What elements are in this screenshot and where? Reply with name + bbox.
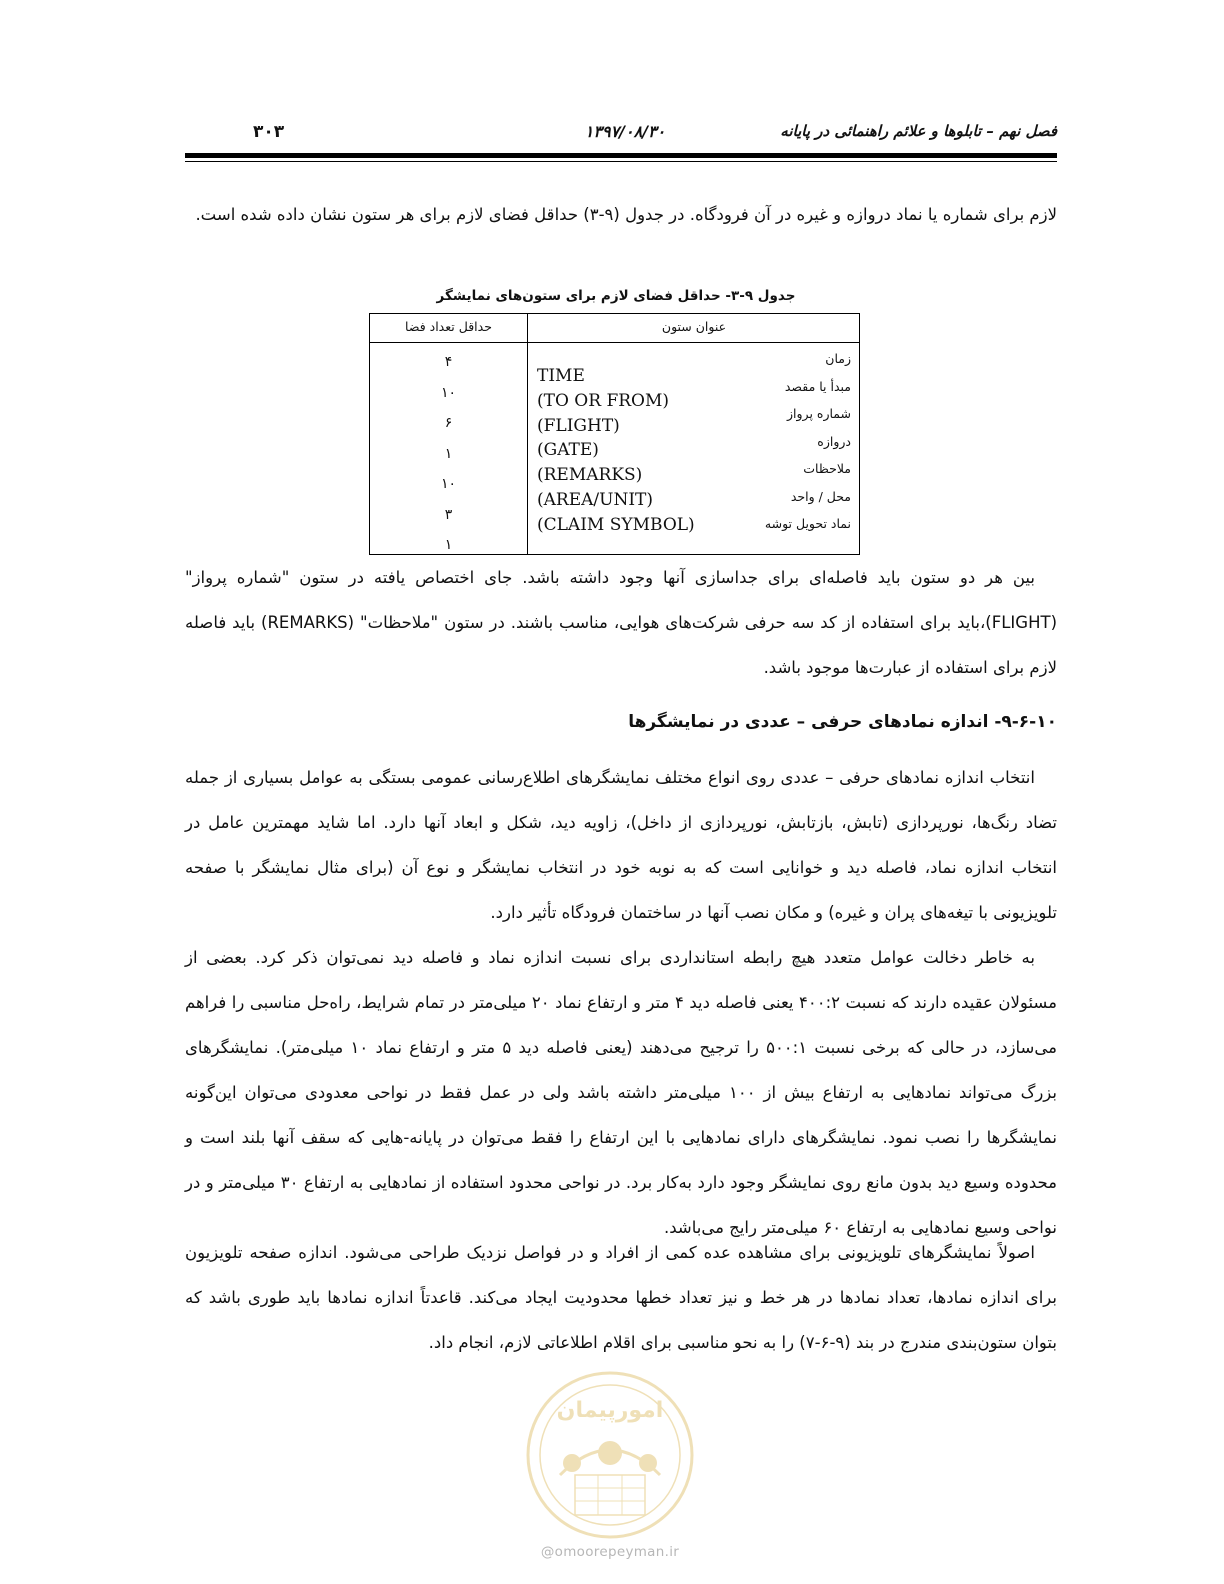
table-cell-title-fa: شماره پرواز	[787, 406, 851, 421]
table-cell-min-space: ۱	[444, 445, 453, 462]
table-cell-title-en: (REMARKS)	[537, 465, 643, 486]
body-paragraph-2: به خاطر دخالت عوامل متعدد هیچ رابطه استانداردی برای نسبت اندازه نماد و فاصله دید نمی‌توان ذکر کرد. بعضی از مسئولان عقیده دارند که نسبت ۴۰۰:۲ یعنی فاصله دید ۴ متر و ارتفاع نماد ۲۰ میلی‌متر در تمام شرایط، راه‌حل مناسبی را فراهم می‌سازد، در حالی که برخی نسبت ۵۰۰:۱ را ترجیح می‌دهند (یعنی فاصله دید ۵ متر و ارتفاع نماد ۱۰ میلی‌متر). نمایشگرهای بزرگ می‌تواند نمادهایی به ارتفاع بیش از ۱۰۰ میلی‌متر داشته باشد ولی در عمل فقط در نواحی معدودی می‌توان این‌گونه نمایشگرها را نصب نمود. نمایشگرهای دارای نمادهایی با این ارتفاع را فقط می‌توان در پایانه-هایی که سقف آنها بلند است و محدوده وسیع دید بدون مانع روی نمایشگر وجود دارد به‌کار برد. در نواحی محدود استفاده از نمادهایی به ارتفاع ۳۰ میلی‌متر و در نواحی وسیع نمادهایی به ارتفاع ۶۰ میلی‌متر رایج می‌باشد.	[185, 948, 1057, 1237]
body-paragraph-1: انتخاب اندازه نمادهای حرفی – عددی روی انواع مختلف نمایشگرهای اطلاع‌رسانی عمومی بستگی به عوامل بسیاری از جمله تضاد رنگ‌ها، نورپردازی (تابش، بازتابش، نورپردازی از داخل)، زاویه دید، شکل و ابعاد آنها دارد. اما شاید مهمترین عامل در انتخاب اندازه نماد، فاصله دید و خوانایی است که به نوبه خود در انتخاب نمایشگر و نوع آن (برای مثال نمایشگر با صفحه تلویزیونی با تیغه‌های پران و غیره) و مکان نصب آنها در ساختمان فرودگاه تأثیر دارد.	[185, 768, 1057, 922]
table-cell-title-fa: دروازه	[817, 433, 851, 449]
chapter-title: فصل نهم – تابلوها و علائم راهنمائی در پایانه	[780, 122, 1057, 140]
watermark-logo	[500, 1345, 720, 1540]
watermark-url: @omoorepeyman.ir	[540, 1544, 680, 1560]
table-cell-min-space: ۱۰	[440, 476, 457, 492]
table-cell-title-en: (GATE)	[537, 440, 599, 461]
table-cell-title-en: (CLAIM SYMBOL)	[537, 514, 695, 535]
table-cell-title-fa: مبدأ یا مقصد	[784, 378, 851, 394]
table-cell-title-en: (AREA/UNIT)	[537, 489, 654, 510]
paragraph-after-table: بین هر دو ستون باید فاصله‌ای برای جداسازی آنها وجود داشته باشد. جای اختصاص یافته در ستون "شماره پرواز" (FLIGHT)،باید برای استفاده از کد سه حرفی شرکت‌های هوایی، مناسب باشند. در ستون "ملاحظات" (REMARKS) باید فاصله لازم برای استفاده از عبارت‌ها موجود باشد.	[185, 568, 1057, 677]
table-caption: جدول ۹-۳- حداقل فضای لازم برای ستون‌های نمایشگر	[436, 288, 796, 304]
header-rule-thick	[185, 153, 1057, 158]
table-cell-title-en: (FLIGHT)	[537, 415, 620, 436]
page-header	[185, 118, 1057, 148]
table-cell-title-en: TIME	[537, 366, 585, 386]
table-cell-title-fa: نماد تحویل توشه	[764, 516, 851, 531]
header-rule-thin	[185, 161, 1057, 162]
table-cell-min-space: ۳	[444, 506, 453, 523]
table-cell-min-space: ۱	[444, 537, 453, 553]
intro-paragraph: لازم برای شماره یا نماد دروازه و غیره در آن فرودگاه. در جدول (۹-۳) حداقل فضای لازم برای هر ستون نشان داده شده است.	[195, 205, 1057, 224]
table-column-divider	[527, 314, 528, 554]
section-heading: ۹-۶-۱۰- اندازه نمادهای حرفی – عددی در نمایشگرها	[628, 712, 1057, 732]
display-columns-table	[369, 313, 860, 555]
table-cell-title-fa: محل / واحد	[790, 488, 851, 504]
table-cell-min-space: ۶	[444, 415, 453, 431]
table-header-divider	[370, 342, 859, 343]
body-paragraph-3: اصولاً نمایشگرهای تلویزیونی برای مشاهده عده کمی از افراد و در فواصل نزدیک طراحی می‌شود. اندازه صفحه تلویزیون برای اندازه نمادها، تعداد نمادها در هر خط و نیز تعداد خطها محدودیت ایجاد می‌کند. قاعدتاً اندازه نمادها باید طوری باشد که بتوان ستون‌بندی مندرج در بند (۹-۶-۷) را به نحو مناسبی برای اقلام اطلاعاتی لازم، انجام داد.	[185, 1243, 1057, 1352]
table-cell-min-space: ۴	[444, 354, 453, 370]
table-cell-title-fa: ملاحظات	[803, 461, 851, 476]
header-date: ۱۳۹۷/۰۸/۳۰	[584, 122, 666, 141]
page-number: ۳۰۳	[253, 122, 285, 142]
table-header-column-title: عنوان ستون	[661, 319, 727, 334]
table-cell-title-fa: زمان	[825, 351, 851, 366]
table-cell-min-space: ۱۰	[440, 384, 457, 401]
english-column-titles	[537, 364, 695, 538]
persian-column-titles	[711, 346, 851, 539]
watermark-logo-text: امورپیمان	[556, 1398, 664, 1423]
table-header-min-space: حداقل تعداد فضا	[405, 319, 492, 334]
min-space-values	[370, 348, 527, 562]
table-cell-title-en: (TO OR FROM)	[537, 390, 670, 411]
